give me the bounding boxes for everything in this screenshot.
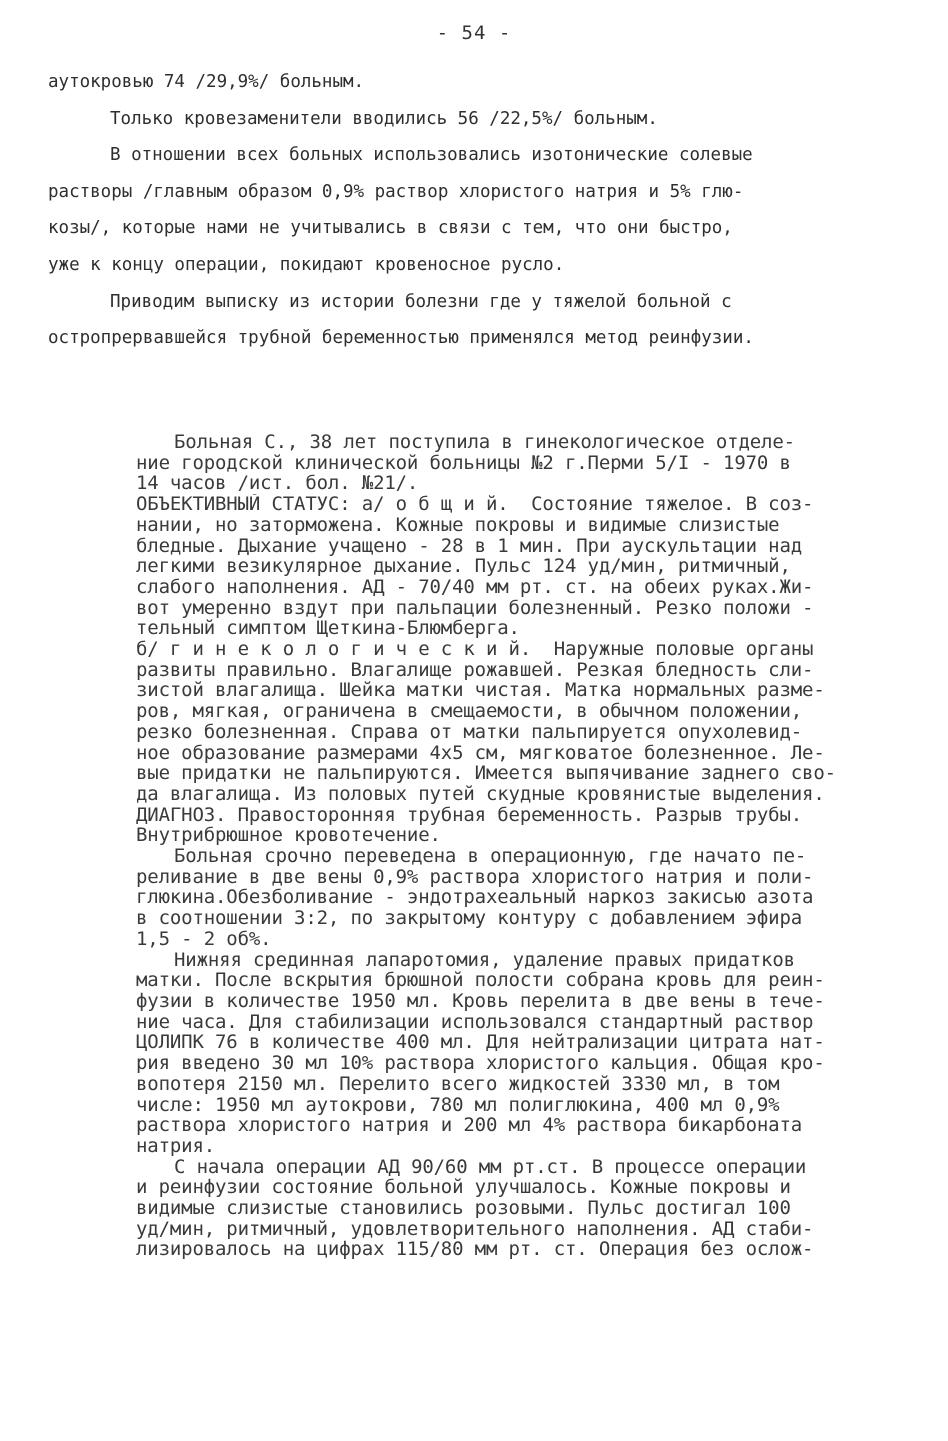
main-text-line: остропрервавшейся трубной беременностью применялся метод реинфузии. [48, 328, 754, 349]
case-text-line: ние часа. Для стабилизации использовался стандартный раствор [136, 1011, 814, 1033]
case-text-line: и реинфузии состояние больной улучшалось. Кожные покровы и [136, 1177, 791, 1199]
case-text-line: Больная срочно переведена в операционную, где начато пе- [174, 846, 807, 867]
case-text-line: лизировалось на цифрах 115/80 мм рт. ст. Операция без ослож- [136, 1239, 814, 1261]
case-text-line: матки. После вскрытия брюшной полости собрана кровь для реин- [136, 970, 825, 991]
case-text-line: ров, мягкая, ограничена в смещаемости, в обычном положении, [136, 701, 803, 722]
case-text-line: глюкина.Обезболивание - эндотрахеальный наркоз закисью азота [136, 887, 814, 909]
case-text-line: ОБЪЕКТИВНЫЙ СТАТУС: а/ о б щ и й. Состояние тяжелое. В соз- [136, 494, 814, 515]
main-text-line: растворы /главным образом 0,9% раствор хлористого натрия и 5% глю- [48, 181, 744, 202]
case-text-line: 1,5 - 2 об%. [136, 928, 272, 950]
case-history-excerpt [136, 432, 896, 1260]
case-text-line: реливание в две вены 0,9% раствора хлористого натрия и поли- [136, 866, 814, 888]
main-body-text [48, 64, 898, 357]
case-text-line: нании, но заторможена. Кожные покровы и видимые слизистые [136, 514, 780, 536]
case-text-line: рия введено 30 мл 10% раствора хлористого кальция. Общая кро- [136, 1053, 825, 1074]
case-text-line: Внутрибрюшное кровотечение. [136, 825, 441, 847]
page-number: - 54 - [436, 22, 512, 44]
case-text-line: да влагалища. Из половых путей скудные кровянистые выделения. [136, 783, 825, 805]
main-text-line: Приводим выписку из истории болезни где у тяжелой больной с [110, 291, 732, 312]
case-text-line: раствора хлористого натрия и 200 мл 4% раствора бикарбоната [136, 1115, 803, 1136]
case-text-line: видимые слизистые становились розовыми. Пульс достигал 100 [136, 1198, 791, 1219]
main-text-line: аутокровью 74 /29,9%/ больным. [48, 72, 365, 92]
case-text-line: в соотношении 3:2, по закрытому контуру с добавлением эфира [136, 908, 803, 929]
case-text-line: С начала операции АД 90/60 мм рт.ст. В процессе операции [174, 1156, 807, 1178]
case-text-line: ние городской клинической больницы №2 г.Перми 5/I - 1970 в [136, 452, 791, 474]
main-text-line: козы/, которые нами не учитывались в связи с тем, что они быстро, [48, 218, 733, 239]
case-text-line: бледные. Дыхание учащено - 28 в 1 мин. При аускультации над [136, 535, 803, 557]
case-text-line: Больная С., 38 лет поступила в гинекологическое отделе- [174, 432, 795, 453]
case-text-line: ДИАГНОЗ. Правосторонняя трубная беременность. Разрыв трубы. [136, 804, 803, 826]
case-text-line: б/ г и н е к о л о г и ч е с к и й. Наружные половые органы [136, 639, 814, 660]
case-text-line: натрия. [136, 1135, 216, 1157]
case-text-line: Нижняя срединная лапаротомия, удаление правых придатков [174, 949, 795, 971]
case-text-line: вот умеренно вздут при пальпации болезненный. Резко положи - [136, 597, 814, 619]
main-text-line: В отношении всех больных использовались изотонические солевые [110, 145, 753, 166]
case-text-line: тельный симптом Щеткина-Блюмберга. [136, 618, 520, 640]
case-text-line: вопотеря 2150 мл. Перелито всего жидкостей 3330 мл, в том [136, 1073, 780, 1095]
case-text-line: фузии в количестве 1950 мл. Кровь перелита в две вены в тече- [136, 990, 825, 1012]
case-text-line: вые придатки не пальпируются. Имеется выпячивание заднего сво- [136, 763, 836, 784]
case-text-line: слабого наполнения. АД - 70/40 мм рт. ст. на обеих руках.Жи- [136, 576, 814, 598]
case-text-line: зистой влагалища. Шейка матки чистая. Матка нормальных разме- [136, 680, 825, 702]
case-text-line: легкими везикулярное дыхание. Пульс 124 уд/мин, ритмичный, [136, 556, 791, 577]
case-text-line: резко болезненная. Справа от матки пальпируется опухолевид- [136, 721, 803, 743]
main-text-line: уже к концу операции, покидают кровеносное русло. [48, 254, 565, 275]
case-text-line: развиты правильно. Влагалище рожавшей. Резкая бледность сли- [136, 659, 814, 681]
case-text-line: ЦОЛИПК 76 в количестве 400 мл. Для нейтрализации цитрата нат- [136, 1032, 825, 1054]
case-text-line: 14 часов /ист. бол. №21/. [136, 473, 419, 495]
case-text-line: числе: 1950 мл аутокрови, 780 мл полиглюкина, 400 мл 0,9% [136, 1094, 780, 1116]
main-text-line: Только кровезаменители вводились 56 /22,5%/ больным. [110, 108, 658, 129]
case-text-line: ное образование размерами 4х5 см, мягковатое болезненное. Ле- [136, 742, 825, 764]
case-text-line: уд/мин, ритмичный, удовлетворительного наполнения. АД стаби- [136, 1218, 814, 1240]
